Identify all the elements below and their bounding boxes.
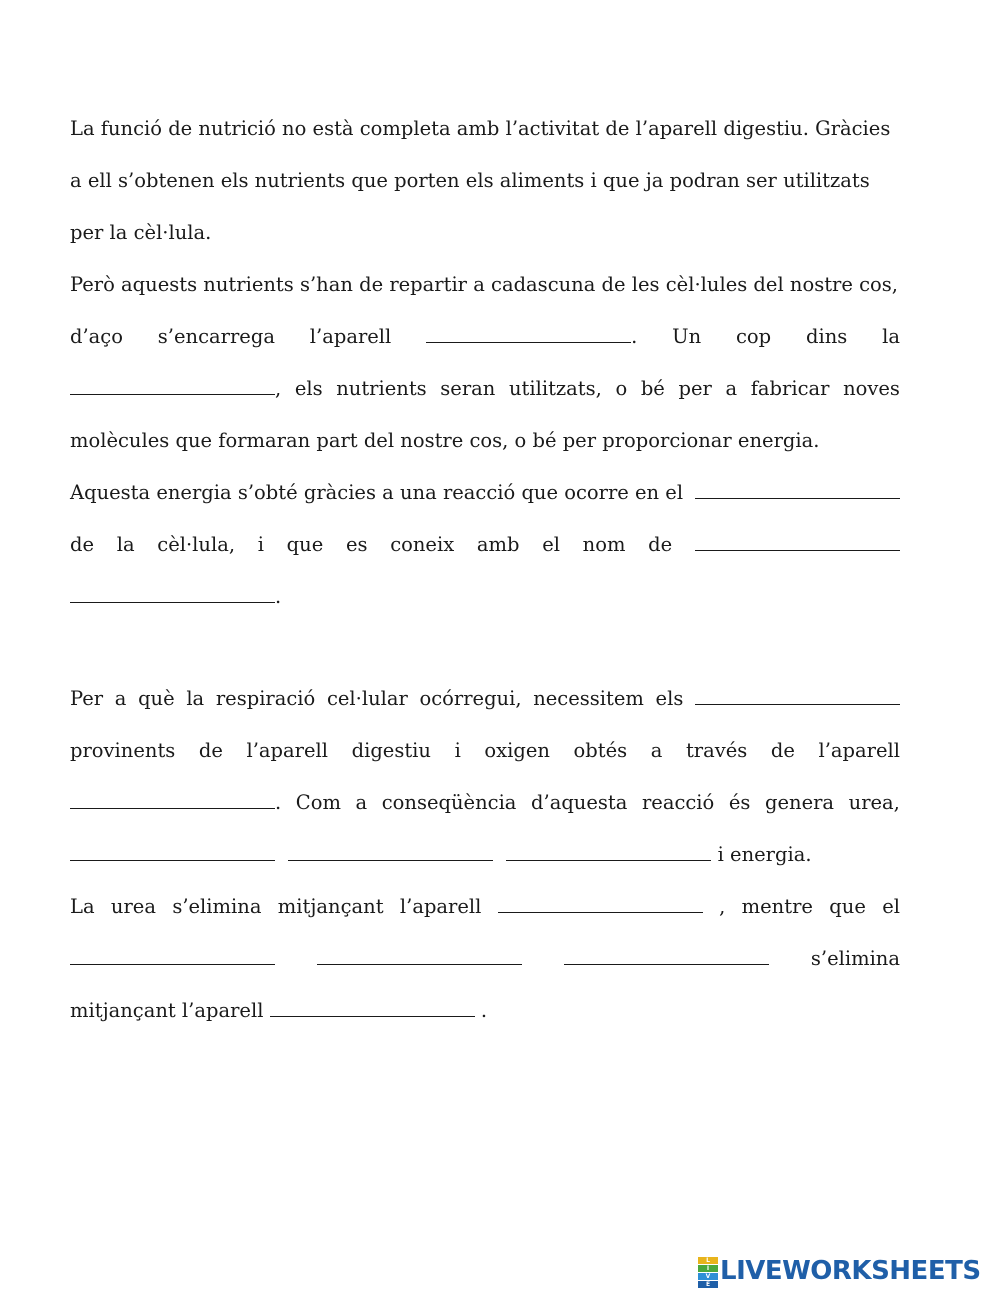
word: bé	[640, 377, 665, 400]
text: i energia.	[717, 843, 812, 866]
text: per la cèl·lula.	[70, 221, 212, 244]
word: provinents	[70, 739, 176, 762]
blank-group	[70, 375, 281, 403]
p4-line-3	[70, 789, 900, 817]
answer-blank-organelle[interactable]	[695, 479, 900, 499]
word: de	[198, 739, 223, 762]
punct: .	[275, 585, 282, 608]
word: nom	[582, 533, 626, 556]
logo-mark-letter: V	[698, 1273, 718, 1280]
text: mitjançant l’aparell	[70, 999, 264, 1022]
answer-blank-circulatory[interactable]	[426, 323, 631, 343]
p2-line-3	[70, 375, 900, 403]
word: necessitem	[533, 687, 644, 710]
word: través	[685, 739, 748, 762]
word: mitjançant	[277, 895, 384, 918]
p3-line-2	[70, 531, 900, 559]
word: cop	[735, 325, 772, 348]
word: que	[829, 895, 866, 918]
word: dins	[805, 325, 848, 348]
answer-blank-respiratory[interactable]	[70, 789, 275, 809]
word: Com	[295, 791, 341, 814]
word: reacció	[641, 791, 715, 814]
word: oxigen	[484, 739, 550, 762]
word: urea	[110, 895, 156, 918]
word: i	[454, 739, 461, 762]
word: s’elimina	[172, 895, 262, 918]
p4-line-1	[70, 685, 900, 713]
answer-blank-product-2[interactable]	[288, 841, 493, 861]
text: a ell s’obtenen els nutrients que porten els aliments i que ja podran ser utilitzats	[70, 169, 870, 192]
word: seran	[440, 377, 496, 400]
word: cel·lular	[326, 687, 408, 710]
word: de	[770, 739, 795, 762]
word: de	[70, 533, 95, 556]
answer-blank-product-1[interactable]	[70, 841, 275, 861]
blank-group	[426, 323, 637, 351]
answer-blank-product-3[interactable]	[506, 841, 711, 861]
p5-line-1	[70, 893, 900, 921]
word: la	[882, 325, 900, 348]
p1-line-2	[70, 167, 900, 195]
answer-blank-waste-1[interactable]	[70, 945, 275, 965]
p4-line-4	[70, 841, 900, 869]
word: genera	[764, 791, 835, 814]
word: Un	[672, 325, 702, 348]
logo-mark-letter: L	[698, 1257, 718, 1264]
word: a	[650, 739, 663, 762]
word: nutrients	[336, 377, 427, 400]
word: s’encarrega	[157, 325, 275, 348]
blank-group	[70, 789, 281, 817]
word: cèl·lula,	[157, 533, 236, 556]
word: d’aquesta	[531, 791, 628, 814]
word: es	[345, 533, 368, 556]
answer-blank-cell[interactable]	[70, 375, 275, 395]
word: obtés	[573, 739, 628, 762]
word: respiració	[215, 687, 316, 710]
answer-blank-reaction-1[interactable]	[695, 531, 900, 551]
answer-blank-excretory[interactable]	[498, 893, 703, 913]
p3-line-1	[70, 479, 900, 507]
word: a	[114, 687, 127, 710]
word: fabricar	[750, 377, 830, 400]
logo-mark-icon	[698, 1257, 718, 1288]
answer-blank-nutrients[interactable]	[695, 685, 900, 705]
p2-line-2	[70, 323, 900, 351]
answer-blank-waste-3[interactable]	[564, 945, 769, 965]
word: utilitzats,	[508, 377, 602, 400]
word: és	[728, 791, 751, 814]
text: Aquesta energia s’obté gràcies a una reacció que ocorre en el	[70, 481, 684, 504]
logo-text: LIVEWORKSHEETS	[720, 1256, 981, 1286]
p1-line-3	[70, 219, 900, 247]
punct: .	[275, 791, 282, 814]
answer-blank-waste-2[interactable]	[317, 945, 522, 965]
word: l’aparell	[399, 895, 482, 918]
word: l’aparell	[818, 739, 900, 762]
word: la	[186, 687, 205, 710]
punct: ,	[275, 377, 282, 400]
p5-line-2	[70, 945, 900, 973]
word: ocórregui,	[419, 687, 522, 710]
p4-line-2	[70, 737, 900, 765]
word: la	[116, 533, 135, 556]
punct: ,	[719, 895, 726, 918]
p2-line-4	[70, 427, 900, 455]
liveworksheets-logo	[698, 1253, 981, 1289]
answer-blank-eliminating-system[interactable]	[270, 997, 475, 1017]
word: a	[725, 377, 738, 400]
logo-mark-letter: I	[698, 1265, 718, 1272]
p1-line-1	[70, 115, 900, 143]
word: urea,	[848, 791, 900, 814]
word: de	[648, 533, 673, 556]
word: noves	[843, 377, 900, 400]
text: s’elimina	[810, 947, 900, 970]
word: els	[294, 377, 323, 400]
word: que	[286, 533, 324, 556]
word: l’aparell	[309, 325, 392, 348]
word: l’aparell	[246, 739, 329, 762]
word: el	[542, 533, 560, 556]
word: digestiu	[351, 739, 431, 762]
word: conseqüència	[381, 791, 517, 814]
word: d’aço	[70, 325, 123, 348]
logo-mark-letter: E	[698, 1281, 718, 1288]
p2-line-1	[70, 271, 900, 299]
text: Però aquests nutrients s’han de repartir a cadascuna de les cèl·lules del nostre cos,	[70, 273, 898, 296]
text: La funció de nutrició no està completa amb l’activitat de l’aparell digestiu. Gràcies	[70, 117, 891, 140]
punct: .	[480, 999, 488, 1022]
word: i	[257, 533, 264, 556]
word: amb	[476, 533, 520, 556]
word: La	[70, 895, 95, 918]
word: el	[882, 895, 900, 918]
answer-blank-reaction-2[interactable]	[70, 583, 275, 603]
word: per	[678, 377, 712, 400]
word: què	[138, 687, 175, 710]
punct: .	[631, 325, 638, 348]
word: mentre	[741, 895, 813, 918]
word: coneix	[390, 533, 455, 556]
word: els	[655, 687, 684, 710]
p3-line-3	[70, 583, 900, 611]
text: molècules que formaran part del nostre cos, o bé per proporcionar energia.	[70, 429, 820, 452]
word: a	[355, 791, 368, 814]
word: o	[615, 377, 628, 400]
word: Per	[70, 687, 104, 710]
p5-line-3	[70, 997, 900, 1025]
